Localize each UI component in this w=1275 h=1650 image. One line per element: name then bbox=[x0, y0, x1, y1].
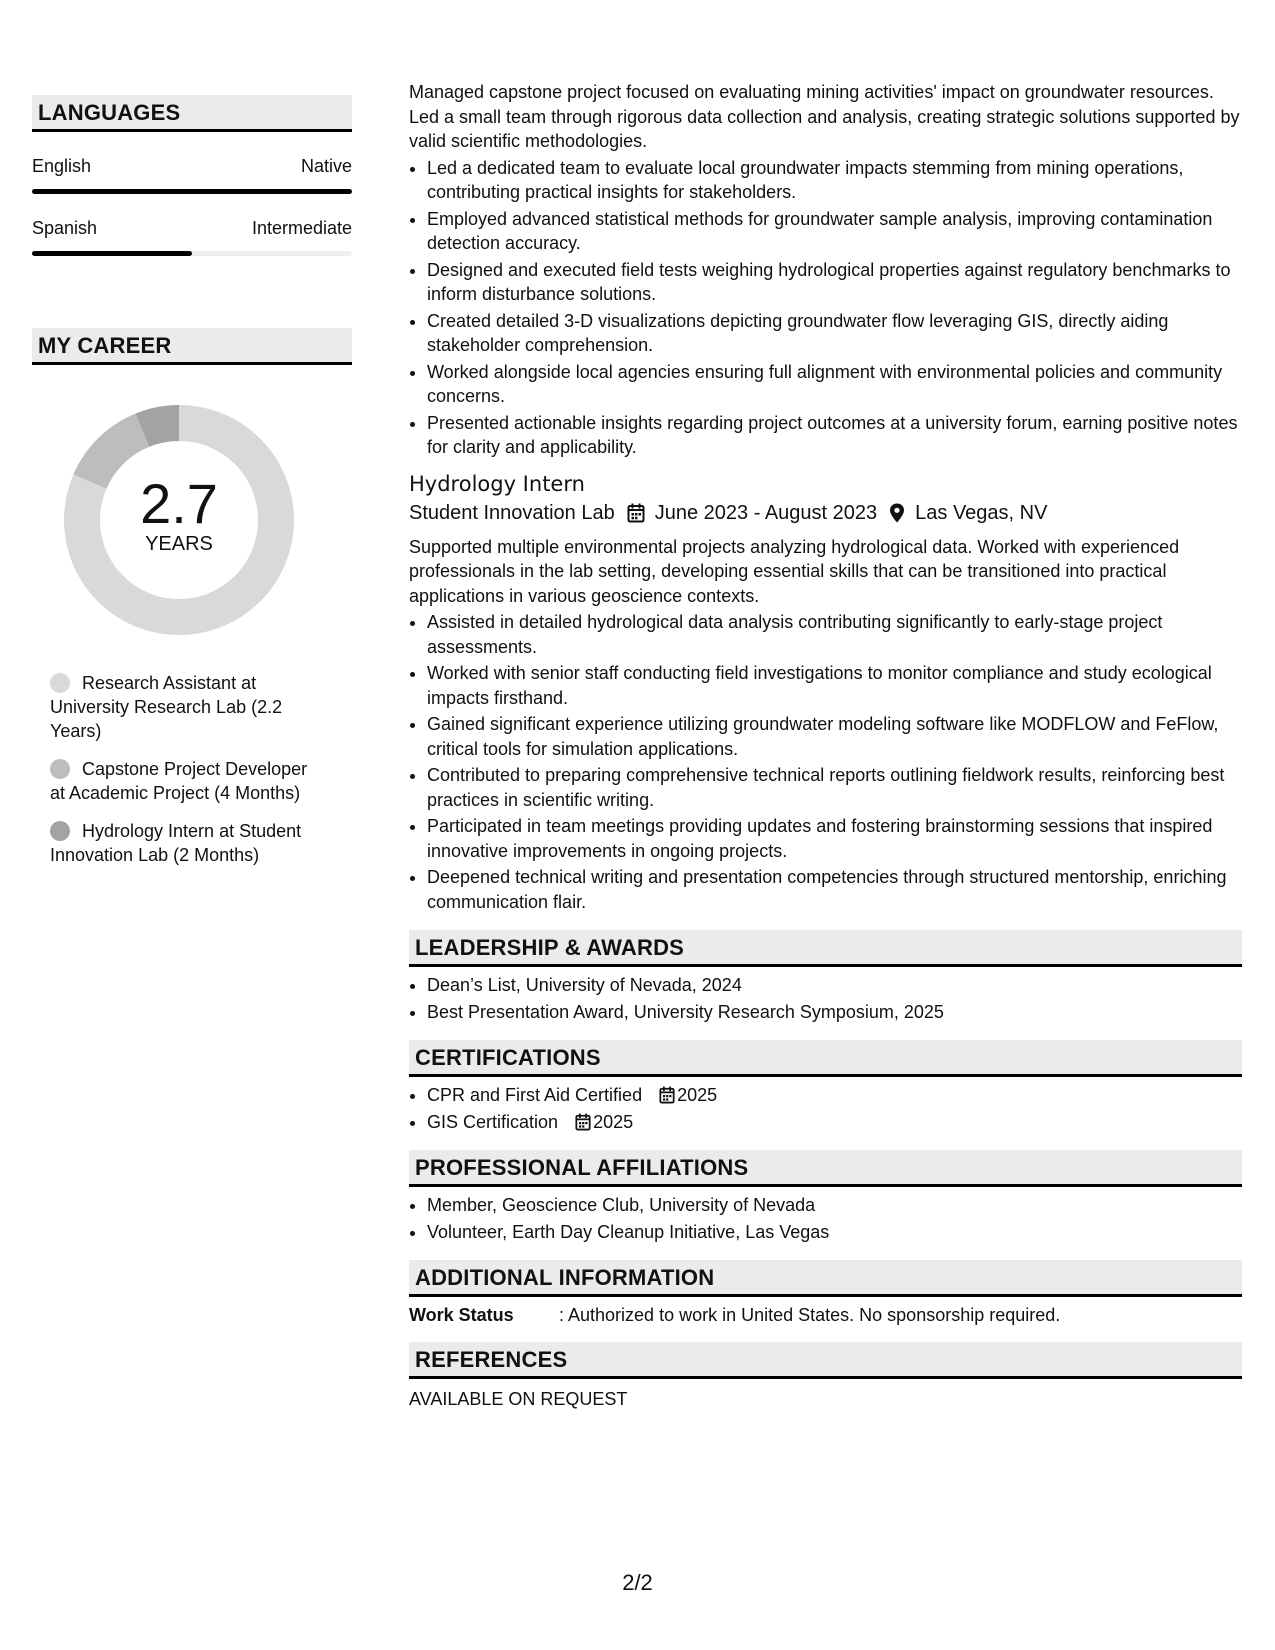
bullet-item: • Contributed to preparing comprehensive technical reports outlining fieldwork results, reinforcing best practices in scientific writing. bbox=[427, 763, 1242, 812]
language-level-fill bbox=[32, 251, 192, 256]
legend-label: Capstone Project Developer at Academic Project (4 Months) bbox=[50, 759, 308, 803]
left-column bbox=[32, 95, 352, 881]
project-description: Managed capstone project focused on evaluating mining activities' impact on groundwater resources. Led a small team through rigorous data collection and analysis, creating strategic solutions supported by valid scientific methodologies. bbox=[409, 82, 1240, 151]
award-item: • Dean’s List, University of Nevada, 2024 bbox=[427, 973, 1242, 998]
career-total-years: 2.7 bbox=[140, 472, 218, 535]
language-item bbox=[32, 218, 352, 256]
language-level-bar bbox=[32, 251, 352, 256]
job-company: Student Innovation Lab bbox=[409, 501, 615, 524]
certifications-heading: CERTIFICATIONS bbox=[409, 1040, 1242, 1077]
calendar-icon bbox=[659, 1086, 675, 1104]
job-dates: June 2023 - August 2023 bbox=[654, 501, 878, 524]
certification-year: 2025 bbox=[677, 1085, 718, 1105]
bullet-item: • Created detailed 3-D visualizations depicting groundwater flow leveraging GIS, directly aiding stakeholder comprehension. bbox=[427, 309, 1242, 358]
leadership-heading: LEADERSHIP & AWARDS bbox=[409, 930, 1242, 967]
legend-dot bbox=[50, 673, 70, 693]
work-status-value: : Authorized to work in United States. No sponsorship required. bbox=[559, 1305, 1061, 1325]
legend-item bbox=[50, 819, 320, 867]
bullet-item: • Assisted in detailed hydrological data analysis contributing significantly to early-stage project assessments. bbox=[427, 610, 1242, 659]
affiliations-section bbox=[409, 1150, 1242, 1244]
affiliations-heading: PROFESSIONAL AFFILIATIONS bbox=[409, 1150, 1242, 1187]
certification-name: GIS Certification bbox=[427, 1111, 559, 1132]
bullet-item: • Worked with senior staff conducting field investigations to monitor compliance and study ecological impacts firsthand. bbox=[427, 661, 1242, 710]
references-section bbox=[409, 1342, 1242, 1410]
page-number: 2/2 bbox=[622, 1570, 653, 1595]
language-level: Native bbox=[300, 156, 352, 176]
bullet-item: • Gained significant experience utilizing groundwater modeling software like MODFLOW and FeFlow, critical tools for simulation applications. bbox=[427, 712, 1242, 761]
bullet-item: • Presented actionable insights regarding project outcomes at a university forum, earning positive notes for clarity and applicability. bbox=[427, 411, 1242, 460]
calendar-icon bbox=[627, 503, 645, 523]
language-item bbox=[32, 156, 352, 194]
job-description: Supported multiple environmental projects analyzing hydrological data. Worked with experienced professionals in the lab setting, developing essential skills that can be transitioned into practical applications in various geoscience contexts. bbox=[409, 536, 1180, 606]
career-total-unit: YEARS bbox=[145, 533, 213, 555]
certification-name: CPR and First Aid Certified bbox=[427, 1085, 643, 1105]
additional-info-heading: ADDITIONAL INFORMATION bbox=[409, 1260, 1242, 1297]
bullet-item: • Designed and executed field tests weighing hydrological properties against regulatory benchmarks to inform disturbance solutions. bbox=[427, 258, 1242, 307]
language-level: Intermediate bbox=[251, 218, 352, 238]
right-column bbox=[409, 80, 1242, 1410]
language-name: Spanish bbox=[32, 218, 98, 238]
job-title: Hydrology Intern bbox=[409, 471, 585, 496]
certification-item bbox=[427, 1083, 1242, 1108]
legend-label: Hydrology Intern at Student Innovation Lab (2 Months) bbox=[50, 821, 302, 865]
award-item: • Best Presentation Award, University Research Symposium, 2025 bbox=[427, 1000, 1242, 1025]
language-level-fill bbox=[32, 189, 352, 194]
certification-item bbox=[427, 1110, 1242, 1135]
bullet-item: • Worked alongside local agencies ensuring full alignment with environmental policies and community concerns. bbox=[427, 360, 1242, 409]
job-bullets bbox=[409, 610, 1242, 914]
language-level-bar bbox=[32, 189, 352, 194]
bullet-item: • Deepened technical writing and presentation competencies through structured mentorship, enriching communication flair. bbox=[427, 865, 1242, 914]
legend-item bbox=[50, 671, 320, 743]
affiliation-item: • Member, Geoscience Club, University of Nevada bbox=[427, 1193, 1242, 1218]
legend-item bbox=[50, 757, 320, 805]
references-text: AVAILABLE ON REQUEST bbox=[409, 1389, 628, 1409]
language-name: English bbox=[32, 156, 92, 176]
project-bullets bbox=[409, 156, 1242, 460]
career-legend bbox=[50, 671, 320, 867]
bullet-item: • Employed advanced statistical methods for groundwater sample analysis, improving contamination detection accuracy. bbox=[427, 207, 1242, 256]
work-status-key: Work Status bbox=[409, 1305, 514, 1325]
map-pin-icon bbox=[889, 503, 905, 523]
bullet-item: • Participated in team meetings providing updates and fostering brainstorming sessions that inspired innovative improvements in ongoing projects. bbox=[427, 814, 1242, 863]
legend-dot bbox=[50, 759, 70, 779]
legend-label: Research Assistant at University Research Lab (2.2 Years) bbox=[50, 673, 283, 741]
languages-heading: LANGUAGES bbox=[32, 95, 352, 132]
calendar-icon bbox=[575, 1113, 591, 1131]
leadership-section bbox=[409, 930, 1242, 1024]
additional-info-section bbox=[409, 1260, 1242, 1326]
career-heading: MY CAREER bbox=[32, 328, 352, 365]
certifications-section bbox=[409, 1040, 1242, 1134]
legend-dot bbox=[50, 821, 70, 841]
certification-year: 2025 bbox=[593, 1111, 634, 1132]
career-donut-chart bbox=[64, 405, 294, 635]
job-meta bbox=[409, 502, 1242, 525]
job-location: Las Vegas, NV bbox=[915, 501, 1048, 524]
affiliation-item: • Volunteer, Earth Day Cleanup Initiative, Las Vegas bbox=[427, 1220, 1242, 1245]
references-heading: REFERENCES bbox=[409, 1342, 1242, 1379]
bullet-item: • Led a dedicated team to evaluate local groundwater impacts stemming from mining operations, contributing practical insights for stakeholders. bbox=[427, 156, 1242, 205]
